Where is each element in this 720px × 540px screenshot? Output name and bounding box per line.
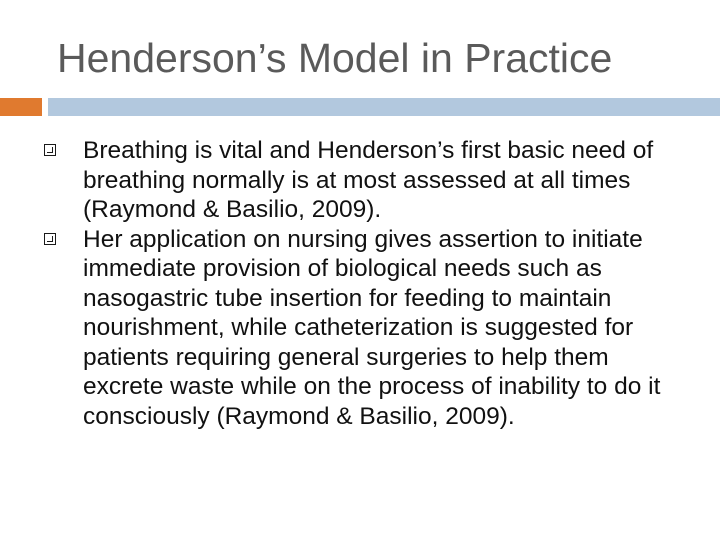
bullet-text: Breathing is vital and Henderson’s first basic need of breathing normally is at most assessed at all times (Raymond & Basilio, 2009). <box>83 137 654 223</box>
title-divider-orange <box>0 98 42 116</box>
slide-title: Henderson’s Model in Practice <box>57 35 613 81</box>
bullet-item <box>0 225 720 432</box>
title-divider-blue <box>48 98 720 116</box>
bullet-item <box>0 136 720 225</box>
square-bullet-icon <box>44 233 56 245</box>
bullet-list <box>0 136 720 431</box>
square-bullet-icon <box>44 144 56 156</box>
bullet-text: Her application on nursing gives assertion to initiate immediate provision of biological needs such as nasogastric tube insertion for feeding to maintain nourishment, while catheterization is suggested for patients requiring general surgeries to help them excrete waste while on the process of inability to do it consciously (Raymond & Basilio, 2009). <box>83 225 661 430</box>
